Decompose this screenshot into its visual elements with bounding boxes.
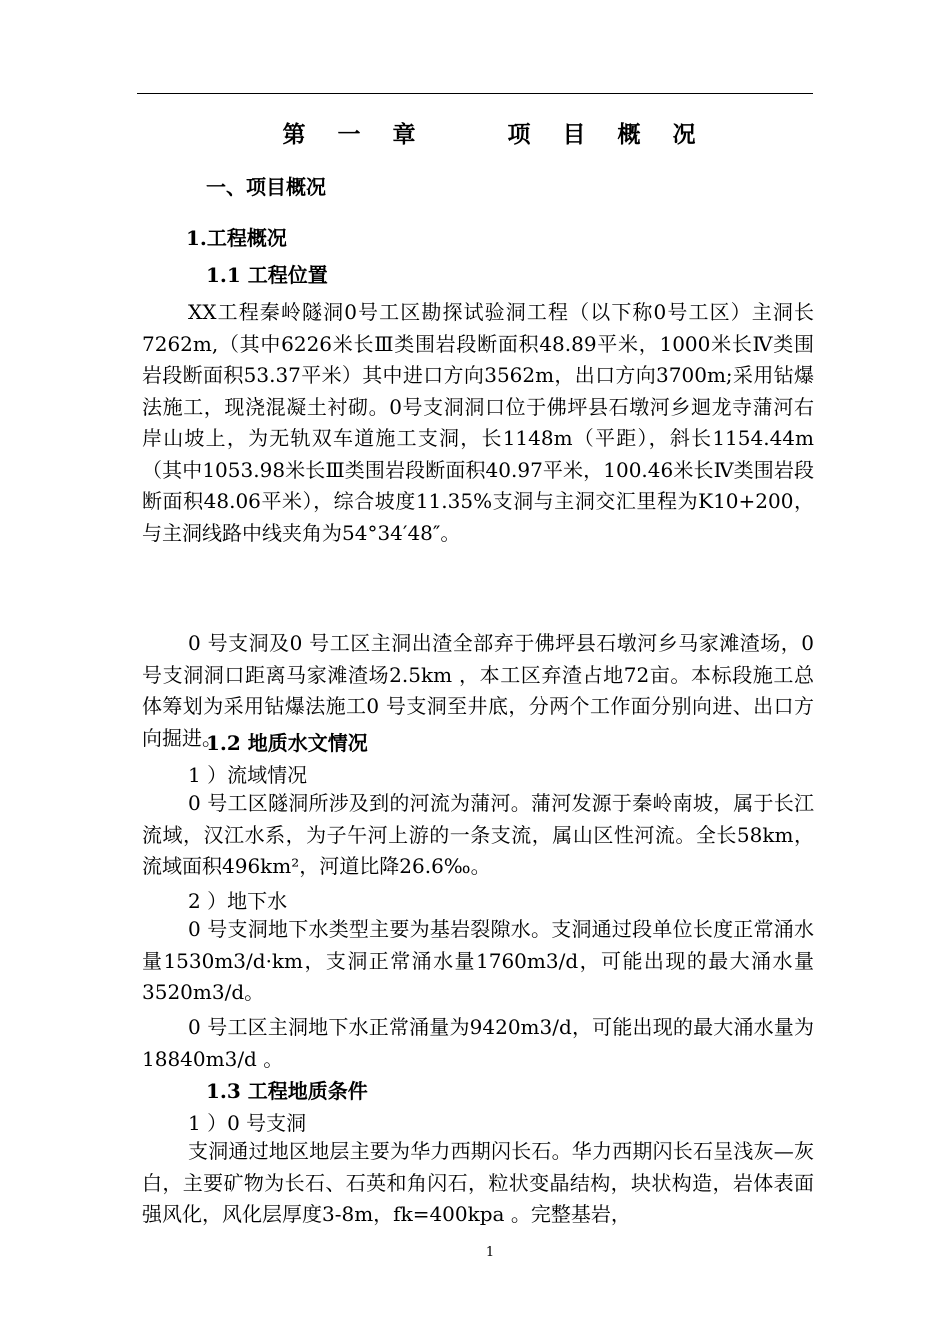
paragraph-groundwater-branch: 0 号支洞地下水类型主要为基岩裂隙水。支洞通过段单位长度正常涌水量1530m3/d·km，支洞正常涌水量1760m3/d，可能出现的最大涌水量3520m3/d。 — [142, 917, 814, 1004]
paragraph-groundwater-main: 0 号工区主洞地下水正常涌量为9420m3/d，可能出现的最大涌水量为18840m3/d 。 — [142, 1015, 814, 1071]
subsection-heading-hydrogeology: 1.2 地质水文情况 — [206, 731, 368, 755]
chapter-title: 第 一 章 项 目 概 况 — [282, 121, 708, 148]
list-item-basin: 1 ）流域情况 — [188, 763, 308, 787]
header-rule — [137, 93, 813, 94]
paragraph-geology: 支洞通过地区地层主要为华力西期闪长石。华力西期闪长石呈浅灰—灰白，主要矿物为长石、石英和角闪石，粒状变晶结构，块状构造，岩体表面强风化，风化层厚度3-8m，fk=400kpa 。完整基岩， — [142, 1139, 814, 1226]
section-heading-project-overview: 一、项目概况 — [206, 175, 326, 199]
list-item-groundwater: 2 ）地下水 — [188, 889, 288, 913]
paragraph-waste-disposal: 0 号支洞及0 号工区主洞出渣全部弃于佛坪县石墩河乡马家滩渣场，0 号支洞洞口距离马家滩渣场2.5km ，本工区弃渣占地72亩。本标段施工总体筹划为采用钻爆法施工0 号支洞至井底，分两个工作面分别向进、出口方向掘进。 — [142, 631, 814, 750]
paragraph-location: XX工程秦岭隧洞0号工区勘探试验洞工程（以下称0号工区）主洞长7262m,（其中6226米长Ⅲ类围岩段断面积48.89平米，1000米长Ⅳ类围岩段断面积53.37平米）其中进口方向3562m，出口方向3700m;采用钻爆法施工，现浇混凝土衬砌。0号支洞洞口位于佛坪县石墩河乡迴龙寺蒲河右岸山坡上，为无轨双车道施工支洞，长1148m（平距），斜长1154.44m（其中1053.98米长Ⅲ类围岩段断面积40.97平米，100.46米长Ⅳ类围岩段断面积48.06平米），综合坡度11.35%支洞与主洞交汇里程为K10+200，与主洞线路中线夹角为54°34′48″。 — [142, 300, 814, 545]
section-heading-engineering-overview: 1.工程概况 — [186, 226, 287, 250]
list-item-branch-tunnel: 1 ）0 号支洞 — [188, 1111, 307, 1135]
subsection-heading-location: 1.1 工程位置 — [206, 263, 328, 287]
paragraph-basin: 0 号工区隧洞所涉及到的河流为蒲河。蒲河发源于秦岭南坡，属于长江流域，汉江水系，为子午河上游的一条支流，属山区性河流。全长58km，流域面积496km²，河道比降26.6‰。 — [142, 791, 814, 878]
subsection-heading-geology: 1.3 工程地质条件 — [206, 1079, 368, 1103]
page-number: 1 — [485, 1245, 495, 1260]
